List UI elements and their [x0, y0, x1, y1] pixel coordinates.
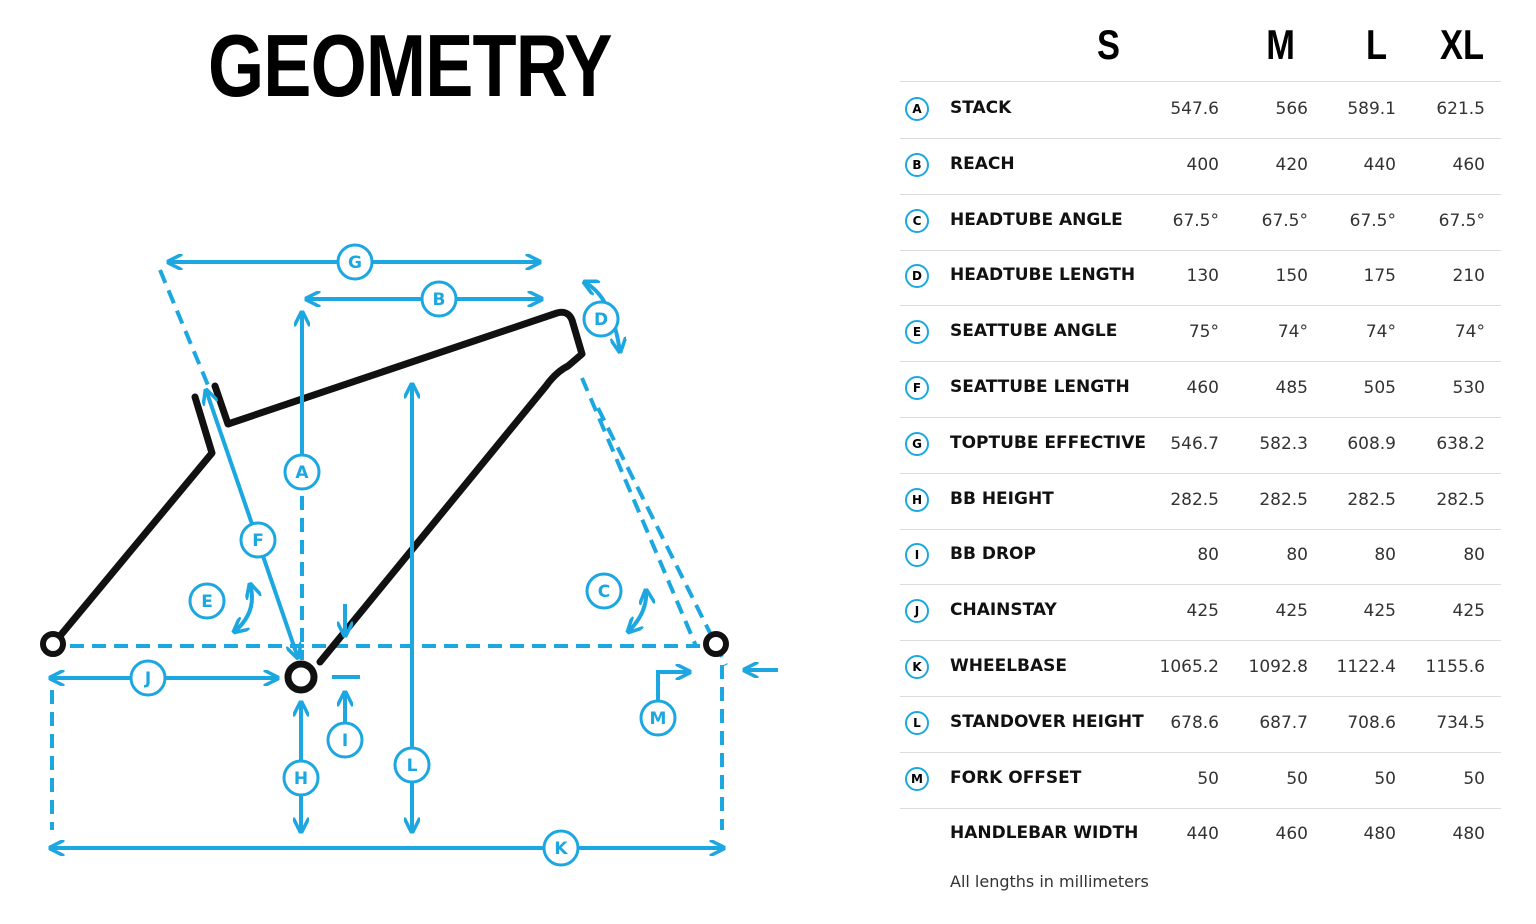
table-row	[900, 82, 1501, 139]
row-label: TOPTUBE EFFECTIVE	[950, 432, 1147, 453]
row-key-badge: B	[905, 153, 929, 177]
table-row	[900, 305, 1501, 362]
label-f	[241, 523, 275, 557]
table-row	[900, 807, 1501, 863]
label-g	[338, 245, 372, 279]
frame-outline	[55, 312, 582, 662]
row-value-s: 425	[1186, 601, 1219, 622]
size-header-l: L	[1365, 21, 1387, 68]
row-key-badge: J	[905, 599, 929, 623]
row-label: STANDOVER HEIGHT	[950, 711, 1144, 732]
row-label: SEATTUBE ANGLE	[950, 321, 1118, 342]
row-label: BB HEIGHT	[950, 488, 1054, 509]
bike-frame	[55, 312, 582, 662]
svg-text:E: E	[201, 592, 213, 612]
page-title: GEOMETRY	[208, 16, 612, 115]
row-label: CHAINSTAY	[950, 600, 1057, 621]
row-label: BB DROP	[950, 544, 1036, 565]
label-k	[544, 831, 578, 865]
geometry-table	[900, 0, 1501, 924]
row-value-xl: 734.5	[1436, 712, 1485, 733]
row-value-xl: 50	[1463, 768, 1485, 789]
row-value-s: 440	[1186, 824, 1219, 845]
svg-text:L: L	[406, 756, 418, 776]
table-row	[900, 528, 1501, 585]
row-value-m: 80	[1286, 545, 1308, 566]
row-label: REACH	[950, 153, 1015, 174]
row-value-m: 485	[1275, 378, 1308, 398]
svg-text:M: M	[649, 709, 667, 729]
svg-text:G: G	[348, 253, 362, 273]
row-value-m: 50	[1286, 768, 1308, 789]
row-value-s: 400	[1186, 154, 1219, 175]
row-value-l: 175	[1363, 266, 1396, 287]
seattube-extension-line	[160, 270, 210, 390]
row-value-xl: 282.5	[1436, 489, 1485, 510]
label-j	[131, 661, 165, 695]
row-key-badge: L	[905, 711, 929, 735]
size-header-m: M	[1266, 21, 1295, 68]
row-key-badge: I	[905, 543, 929, 567]
row-value-xl: 74°	[1454, 322, 1485, 343]
row-value-l: 440	[1363, 154, 1396, 175]
label-d	[584, 302, 618, 336]
svg-text:B: B	[432, 290, 446, 310]
row-value-l: 282.5	[1347, 489, 1396, 510]
row-value-xl: 67.5°	[1438, 210, 1485, 231]
row-key-badge: G	[905, 432, 929, 456]
label-i	[328, 723, 362, 757]
row-value-xl: 621.5	[1436, 99, 1485, 119]
row-label: HANDLEBAR WIDTH	[950, 823, 1139, 844]
row-key-badge: F	[905, 376, 929, 400]
label-e	[190, 584, 224, 618]
table-row	[900, 473, 1501, 530]
svg-text:C: C	[597, 582, 611, 602]
row-value-l: 505	[1363, 378, 1396, 398]
row-value-s: 678.6	[1170, 712, 1219, 733]
row-label: FORK OFFSET	[950, 767, 1082, 788]
front-axle	[706, 634, 726, 654]
row-value-s: 1065.2	[1159, 657, 1219, 677]
row-value-m: 74°	[1277, 322, 1308, 343]
row-value-xl: 638.2	[1436, 433, 1485, 454]
size-header-xl: XL	[1439, 21, 1484, 68]
row-value-s: 75°	[1188, 322, 1219, 343]
row-value-l: 608.9	[1347, 433, 1396, 454]
table-row	[900, 138, 1501, 195]
label-l	[395, 748, 429, 782]
row-label: HEADTUBE ANGLE	[950, 209, 1123, 230]
svg-text:F: F	[252, 531, 264, 551]
row-key-badge: K	[905, 655, 929, 679]
row-value-l: 589.1	[1347, 99, 1396, 119]
row-label: HEADTUBE LENGTH	[950, 265, 1136, 286]
row-value-xl: 425	[1452, 601, 1485, 622]
table-row	[900, 696, 1501, 753]
label-c	[587, 574, 621, 608]
row-key-badge: D	[905, 264, 929, 288]
row-value-xl: 1155.6	[1425, 657, 1485, 677]
table-row	[900, 417, 1501, 474]
table-row	[900, 752, 1501, 809]
reference-lines	[52, 270, 726, 830]
row-value-l: 425	[1363, 601, 1396, 622]
row-value-l: 708.6	[1347, 712, 1396, 733]
row-key-badge: A	[905, 97, 929, 121]
row-value-xl: 530	[1452, 378, 1485, 398]
row-value-m: 150	[1275, 266, 1308, 287]
row-key-badge: M	[905, 767, 929, 791]
row-value-s: 460	[1186, 378, 1219, 398]
row-value-m: 67.5°	[1261, 210, 1308, 231]
row-value-l: 480	[1363, 824, 1396, 845]
label-h	[284, 761, 318, 795]
label-a	[285, 455, 319, 489]
row-value-m: 687.7	[1259, 712, 1308, 733]
row-value-s: 282.5	[1170, 489, 1219, 510]
row-value-l: 1122.4	[1336, 657, 1396, 677]
row-value-xl: 480	[1452, 824, 1485, 845]
row-value-xl: 80	[1463, 545, 1485, 566]
label-m	[641, 701, 675, 735]
fork-line-2	[598, 408, 726, 665]
bottom-bracket	[288, 664, 314, 690]
row-value-s: 130	[1186, 266, 1219, 287]
row-value-s: 67.5°	[1172, 210, 1219, 231]
row-value-s: 50	[1197, 768, 1219, 789]
row-label: WHEELBASE	[950, 656, 1068, 676]
row-value-l: 74°	[1365, 322, 1396, 343]
size-header-s: S	[1097, 21, 1120, 68]
arrow-e	[234, 584, 252, 632]
row-value-m: 460	[1275, 824, 1308, 845]
svg-text:K: K	[554, 839, 568, 859]
row-value-l: 80	[1374, 545, 1396, 566]
row-label: STACK	[950, 98, 1012, 118]
row-value-m: 566	[1275, 99, 1308, 119]
svg-text:A: A	[295, 463, 309, 483]
rear-axle	[43, 634, 63, 654]
row-label: SEATTUBE LENGTH	[950, 377, 1130, 397]
row-value-xl: 460	[1452, 154, 1485, 175]
row-value-xl: 210	[1452, 266, 1485, 287]
label-b	[422, 282, 456, 316]
row-key-badge: H	[905, 488, 929, 512]
svg-text:H: H	[293, 769, 309, 789]
row-value-s: 546.7	[1170, 433, 1219, 454]
footnote: All lengths in millimeters	[950, 872, 1149, 891]
svg-text:I: I	[341, 731, 349, 751]
svg-text:D: D	[593, 310, 609, 330]
row-value-s: 547.6	[1170, 99, 1219, 119]
table-row	[900, 249, 1501, 306]
table-row	[900, 194, 1501, 251]
row-value-s: 80	[1197, 545, 1219, 566]
row-value-m: 420	[1275, 154, 1308, 175]
row-value-m: 582.3	[1259, 433, 1308, 454]
svg-text:J: J	[144, 669, 152, 689]
row-key-badge: E	[905, 320, 929, 344]
row-value-m: 1092.8	[1248, 657, 1308, 677]
dimension-labels	[131, 245, 675, 865]
table-row	[900, 584, 1501, 641]
row-value-l: 50	[1374, 768, 1396, 789]
row-value-l: 67.5°	[1349, 210, 1396, 231]
arrow-c	[628, 590, 646, 632]
row-key-badge: C	[905, 209, 929, 233]
table-row	[900, 361, 1501, 418]
table-row	[900, 640, 1501, 697]
row-value-m: 425	[1275, 601, 1308, 622]
row-value-m: 282.5	[1259, 489, 1308, 510]
